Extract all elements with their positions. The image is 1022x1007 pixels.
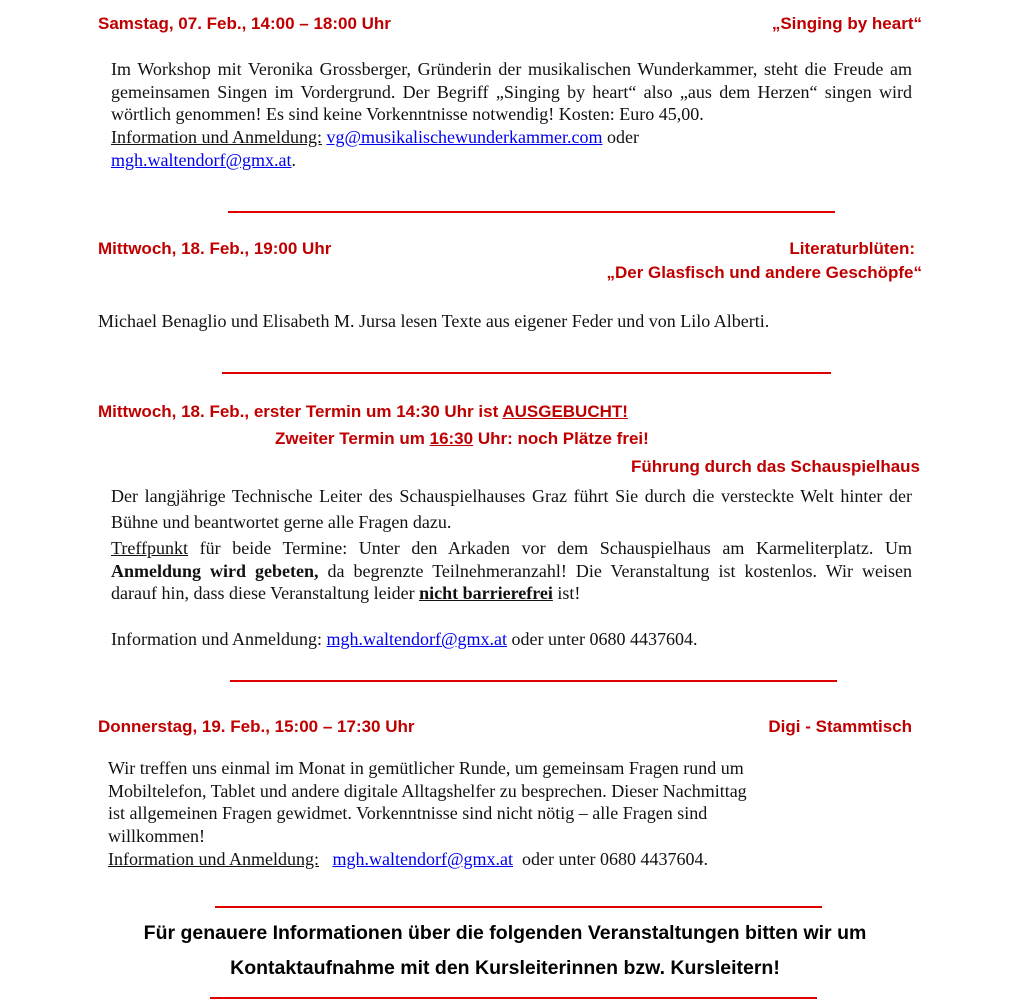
event1-description xyxy=(111,58,912,172)
event3-text: ist! xyxy=(552,583,581,604)
event3-treffpunkt: Treffpunkt xyxy=(111,538,189,558)
divider xyxy=(230,680,837,682)
event3-phone: oder unter 0680 4437604. xyxy=(507,629,698,649)
event3-para1: Der langjährige Technische Leiter des Schauspielhauses Graz führt Sie durch die versteckte Welt hinter der Bühne und beantwortet gerne alle Fragen dazu. xyxy=(111,486,912,532)
event3-anmeldung: Anmeldung wird gebeten, xyxy=(111,560,319,581)
event3-email[interactable]: mgh.waltendorf@gmx.at xyxy=(326,629,508,649)
event2-title-line2: „Der Glasfisch und andere Geschöpfe“ xyxy=(606,263,922,282)
event4-info-label: Information und Anmeldung: xyxy=(108,848,319,869)
divider xyxy=(222,372,831,374)
event4-line: ist allgemeinen Fragen gewidmet. Vorkenntnisse sind nicht nötig – alle Fragen sind xyxy=(108,803,708,824)
event3-booked-badge: AUSGEBUCHT! xyxy=(502,402,628,421)
event1-title: „Singing by heart“ xyxy=(771,14,922,33)
event4-title: Digi - Stammtisch xyxy=(768,717,912,736)
event3-line2 xyxy=(275,428,649,450)
footer-line1: Für genauere Informationen über die folgenden Veranstaltungen bitten wir um xyxy=(143,922,867,944)
event3-title: Führung durch das Schauspielhaus xyxy=(630,457,920,476)
event4-date: Donnerstag, 19. Feb., 15:00 – 17:30 Uhr xyxy=(98,717,415,736)
event3-first-date: Mittwoch, 18. Feb., erster Termin um 14:30 Uhr ist xyxy=(98,402,503,421)
event3-info-label: Information und Anmeldung: xyxy=(111,629,327,649)
event4-line: willkommen! xyxy=(108,826,205,847)
divider xyxy=(215,906,822,908)
divider xyxy=(228,211,835,213)
event3-para2 xyxy=(111,537,912,605)
event3-text: da begrenzte Teilnehmeranzahl! Die Veranstaltung ist kostenlos. Wir weisen darauf hin, dass diese Veranstaltung leider xyxy=(111,560,912,604)
event1-oder: oder xyxy=(602,127,639,148)
event1-period: . xyxy=(291,149,297,170)
event1-date: Samstag, 07. Feb., 14:00 – 18:00 Uhr xyxy=(98,14,391,33)
event4-phone: oder unter 0680 4437604. xyxy=(522,848,708,869)
event2-description: Michael Benaglio und Elisabeth M. Jursa lesen Texte aus eigener Feder und von Lilo Alberti. xyxy=(98,311,770,331)
event3-line1 xyxy=(98,401,628,423)
event2-date: Mittwoch, 18. Feb., 19:00 Uhr xyxy=(98,239,332,258)
event1-info-label: Information und Anmeldung: xyxy=(111,127,322,148)
event4-description xyxy=(108,757,747,871)
event3-text: für beide Termine: Unter den Arkaden vor dem Schauspielhaus am Karmeliterplatz. Um xyxy=(188,538,912,558)
event1-text: Im Workshop mit Veronika Grossberger, Gründerin der musikalischen Wunderkammer, steht die Freude am gemeinsamen Singen im Vordergrund. Der Begriff „Singing by heart“ also „aus dem Herzen“ singen wird wörtlich genommen! Es sind keine Vorkenntnisse notwendig! Kosten: Euro 45,00. xyxy=(111,59,912,125)
divider xyxy=(210,997,817,999)
event4-line: Mobiltelefon, Tablet und andere digitale Alltagshelfer zu besprechen. Dieser Nachmittag xyxy=(108,780,747,801)
event1-email-mgh[interactable]: mgh.waltendorf@gmx.at xyxy=(111,149,292,170)
event3-second-time: 16:30 xyxy=(429,429,474,448)
event3-second-pre: Zweiter Termin um xyxy=(275,429,430,448)
event3-second-post: Uhr: noch Plätze frei! xyxy=(473,429,649,448)
event4-email[interactable]: mgh.waltendorf@gmx.at xyxy=(332,848,514,869)
event1-email-wunderkammer[interactable]: vg@musikalischewunderkammer.com xyxy=(326,127,603,148)
event3-not-accessible: nicht barrierefrei xyxy=(419,583,553,604)
event3-info xyxy=(111,628,698,651)
event2-title-line1: Literaturblüten: xyxy=(789,239,915,258)
footer-line2: Kontaktaufnahme mit den Kursleiterinnen bzw. Kursleitern! xyxy=(230,957,780,979)
event4-line: Wir treffen uns einmal im Monat in gemütlicher Runde, um gemeinsam Fragen rund um xyxy=(108,758,744,778)
